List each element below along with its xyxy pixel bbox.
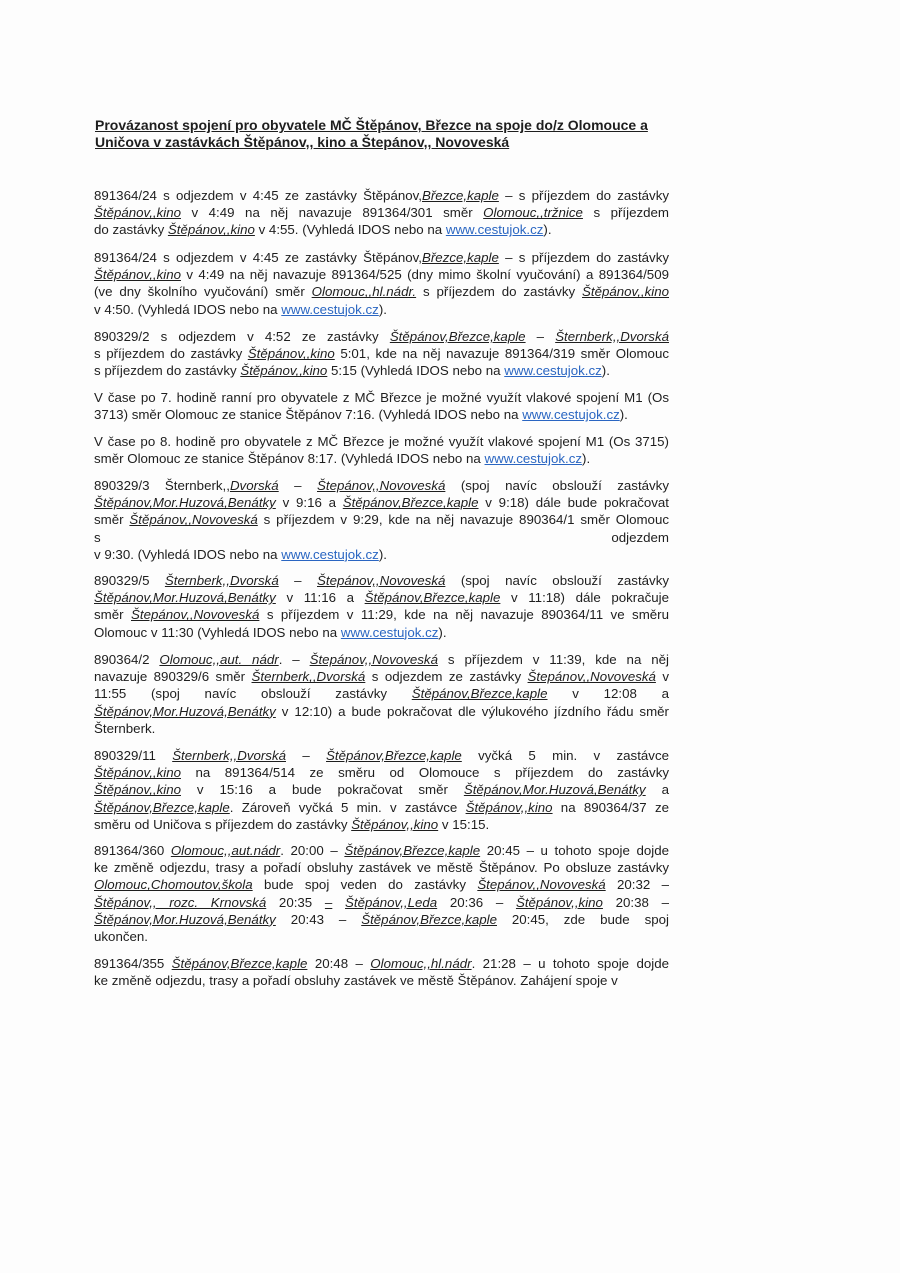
text-run: směr: [94, 512, 130, 528]
text-run: ke změně odjezdu, trasy a pořadí obsluhy zastávek ve městě Štěpánov. Zahájení spoje v: [94, 973, 618, 989]
text-line: [94, 685, 669, 702]
text-line: [94, 955, 669, 972]
stop-name: Štěpánov,,Novoveská: [129, 512, 258, 528]
text-run: 3713) směr Olomouc ze stanice Štěpánov 7:16. (Vyhledá IDOS nebo na: [94, 407, 523, 423]
text-run: v 11:18) dále pokračuje: [500, 590, 670, 606]
stop-name: Štěpánov,,kino: [515, 894, 603, 910]
stop-name: Štěpánov,,kino: [167, 222, 255, 238]
stop-name: Štepánov,,Novoveská: [317, 478, 446, 493]
text-line: [94, 450, 669, 467]
text-run: – s příjezdem do zastávky: [498, 188, 669, 203]
text-run: ).: [601, 363, 610, 379]
text-run: 20:35: [266, 894, 325, 910]
stop-name: Štepánov,,Novoveská: [477, 877, 606, 893]
text-run: 20:45 – u tohoto spoje dojde: [480, 843, 669, 858]
text-run: . 20:00 –: [280, 843, 345, 858]
text-run: bude spoj veden do zastávky: [252, 877, 478, 893]
paragraph: [94, 389, 669, 423]
stop-name: Olomouc,,aut. nádr: [159, 652, 279, 667]
text-run: v 11:16 a: [275, 590, 365, 606]
stop-name: Štěpánov,,Leda: [345, 894, 438, 910]
text-line: [94, 842, 669, 859]
stop-name: Štěpánov,Mor.Huzová,Benátky: [94, 703, 276, 719]
stop-name: Štěpánov,Březce,kaple: [342, 495, 479, 511]
text-run: 5:01, kde na něj navazuje 891364/319 směr Olomouc: [334, 346, 669, 362]
text-run: navazuje 890329/6 směr: [94, 669, 252, 685]
text-run: 11:55 (spoj navíc obslouží zastávky: [94, 686, 412, 702]
text-line: [94, 221, 669, 238]
stop-name: Olomouc,,hl.nádr: [370, 956, 472, 971]
text-run: 20:38 –: [602, 894, 669, 910]
text-line: [94, 283, 669, 300]
text-line: [94, 799, 669, 816]
text-run: –: [278, 478, 317, 493]
text-line: [94, 187, 669, 204]
text-run: na 890364/37 ze: [552, 799, 669, 815]
text-line: [94, 624, 669, 641]
cestujok-link[interactable]: www.cestujok.cz: [281, 546, 379, 562]
stop-name: Štěpánov,Březce,kaple: [94, 799, 230, 815]
stop-name: Štepánov,,Novoveská: [131, 607, 260, 623]
stop-name: Štěpánov,Březce,kaple: [389, 329, 526, 344]
text-run: směru od Uničova s příjezdem do zastávky: [94, 816, 352, 832]
stop-name: Štěpánov,, rozc. Krnovská: [94, 894, 267, 910]
text-run: s příjezdem v 9:29, kde na něj navazuje 890364/1 směr Olomouc: [257, 512, 669, 528]
stop-name: Březce,kaple: [422, 188, 499, 203]
stop-name: Štěpánov,Březce,kaple: [411, 686, 548, 702]
text-run: 891364/24 s odjezdem v 4:45 ze zastávky Štěpánov,: [94, 188, 422, 203]
text-line: [94, 972, 669, 989]
cestujok-link[interactable]: www.cestujok.cz: [522, 407, 620, 423]
text-line: [94, 703, 669, 720]
text-line: [94, 764, 669, 781]
text-run: v 4:50. (Vyhledá IDOS nebo na: [94, 301, 282, 317]
stop-name: Štěpánov,Mor.Huzová,Benátky: [94, 911, 276, 927]
text-run: v 9:30. (Vyhledá IDOS nebo na: [94, 546, 282, 562]
text-run: (spoj navíc obslouží zastávky: [445, 478, 669, 493]
text-run: –: [525, 329, 556, 344]
text-run: [332, 895, 345, 910]
stop-name: Štepánov,,Novoveská: [317, 573, 446, 588]
text-run: –: [286, 748, 327, 763]
text-line: [94, 328, 669, 345]
stop-name: Olomouc,,hl.nádr.: [311, 284, 417, 300]
text-run: ).: [378, 301, 387, 317]
text-run: ukončen.: [94, 929, 148, 945]
text-run: (spoj navíc obslouží zastávky: [445, 573, 669, 588]
text-run: 891364/360: [94, 843, 171, 858]
text-run: V čase po 8. hodině pro obyvatele z MČ Březce je možné využít vlakové spojení M1 (Os 3715): [94, 434, 669, 449]
text-line: [94, 301, 669, 318]
text-run: Šternberk.: [94, 720, 156, 736]
text-line: [94, 572, 669, 589]
cestujok-link[interactable]: www.cestujok.cz: [484, 451, 583, 467]
stop-name: Šternberk,,Dvorská: [172, 748, 286, 763]
text-run: v: [655, 669, 669, 685]
page-title: Provázanost spojení pro obyvatele MČ Štěpánov, Březce na spoje do/z Olomouce a Uničova v zastávkách Štěpánov,, kino a Štepánov,, Novoveská: [95, 117, 648, 150]
text-run: 20:43 –: [275, 911, 362, 927]
text-line: [94, 249, 669, 266]
cestujok-link[interactable]: www.cestujok.cz: [281, 301, 379, 317]
text-line: [94, 389, 669, 406]
text-run: v 4:49 na něj navazuje 891364/301 směr: [180, 205, 484, 221]
text-run: s příjezdem v 11:39, kde na něj: [437, 652, 669, 667]
text-run: 20:36 –: [437, 894, 516, 910]
text-run: 891364/24 s odjezdem v 4:45 ze zastávky Štěpánov,: [94, 250, 422, 265]
text-line: [94, 433, 669, 450]
text-run: v 15:15.: [438, 816, 490, 832]
text-line: [94, 511, 669, 528]
text-run: s odjezdem: [94, 529, 669, 545]
stop-name: Šternberk,,Dvorská: [251, 669, 366, 685]
text-run: 890329/3 Šternberk,,: [94, 478, 230, 493]
stop-name: Štěpánov,Březce,kaple: [171, 956, 308, 971]
stop-name: Štěpánov,Mor.Huzová,Benátky: [94, 495, 276, 511]
paragraph: [94, 187, 669, 239]
text-line: [94, 651, 669, 668]
paragraph: [94, 747, 669, 833]
stop-name: Štěpánov,,kino: [351, 816, 439, 832]
text-run: ).: [543, 222, 552, 238]
text-line: [94, 345, 669, 362]
text-run: s příjezdem: [582, 205, 669, 221]
paragraph: [94, 955, 669, 989]
text-run: 891364/355: [94, 956, 172, 971]
text-run: 20:45, zde bude spoj: [496, 911, 669, 927]
stop-name: Štěpánov,,kino: [582, 284, 669, 300]
paragraph: [94, 842, 669, 945]
text-run: 20:32 –: [605, 877, 669, 893]
paragraph: [94, 572, 669, 641]
text-run: s příjezdem v 11:29, kde na něj navazuje 890364/11 ve směru: [259, 607, 669, 623]
text-run: ).: [438, 624, 447, 640]
stop-name: Štěpánov,Březce,kaple: [361, 911, 497, 927]
text-line: [94, 494, 669, 511]
text-run: s příjezdem do zastávky: [94, 346, 248, 362]
text-line: [94, 816, 669, 833]
stop-name: Štěpánov,,kino: [94, 765, 181, 781]
text-line: [94, 668, 669, 685]
stop-name: Březce,kaple: [422, 250, 499, 265]
cestujok-link[interactable]: www.cestujok.cz: [504, 363, 602, 379]
text-run: . Zároveň vyčká 5 min. v zastávce: [229, 799, 466, 815]
text-run: –: [278, 573, 317, 588]
text-run: v 12:10) a bude pokračovat dle výlukového jízdního řádu směr: [275, 703, 669, 719]
paragraph: [94, 651, 669, 737]
text-run: v 15:16 a bude pokračovat směr: [180, 782, 464, 798]
text-run: v 9:16 a: [275, 495, 343, 511]
stop-name: Štěpánov,,kino: [240, 363, 328, 379]
stop-name: –: [324, 894, 333, 910]
text-run: ).: [582, 451, 591, 467]
text-run: . 21:28 – u tohoto spoje dojde: [471, 956, 669, 971]
text-line: [94, 529, 669, 546]
text-line: [94, 894, 669, 911]
stop-name: Štěpánov,Březce,kaple: [326, 748, 462, 763]
text-line: [94, 720, 669, 737]
text-run: (ve dny školního vyučování) směr: [94, 284, 312, 300]
text-line: [94, 747, 669, 764]
text-line: [94, 266, 669, 283]
stop-name: Štěpánov,Mor.Huzová,Benátky: [463, 782, 646, 798]
text-line: [94, 781, 669, 798]
text-run: s příjezdem do zastávky: [94, 363, 241, 379]
paragraph: [94, 249, 669, 318]
stop-name: Štěpánov,,kino: [94, 267, 181, 283]
text-line: [94, 911, 669, 928]
stop-name: Štěpánov,Březce,kaple: [344, 843, 481, 858]
text-run: 890329/5: [94, 573, 165, 588]
text-run: 5:15 (Vyhledá IDOS nebo na: [327, 363, 505, 379]
text-run: ).: [619, 407, 628, 423]
text-line: [94, 477, 669, 494]
text-run: na 891364/514 ze směru od Olomouce s příjezdem do zastávky: [180, 765, 669, 781]
stop-name: Šternberk,,Dvorská: [555, 329, 669, 344]
text-run: . –: [278, 652, 310, 667]
stop-name: Štěpánov,,kino: [94, 782, 181, 798]
text-line: [94, 876, 669, 893]
stop-name: Dvorská: [229, 478, 279, 493]
stop-name: Šternberk,,Dvorská: [164, 573, 279, 588]
text-run: 20:48 –: [307, 956, 371, 971]
text-run: – s příjezdem do zastávky: [498, 250, 669, 265]
cestujok-link[interactable]: www.cestujok.cz: [445, 222, 544, 238]
paragraph: [94, 433, 669, 467]
stop-name: Štěpánov,,kino: [94, 205, 181, 221]
text-run: ).: [378, 546, 387, 562]
stop-name: Olomouc,Chomoutov,škola: [94, 877, 253, 893]
stop-name: Štěpánov,Mor.Huzová,Benátky: [94, 590, 276, 606]
text-line: [94, 859, 669, 876]
text-run: a: [645, 782, 669, 798]
stop-name: Štěpánov,Březce,kaple: [364, 590, 501, 606]
text-line: [94, 406, 669, 423]
stop-name: Štepánov,,Novoveská: [527, 669, 656, 685]
text-run: ke změně odjezdu, trasy a pořadí obsluhy zastávek ve městě Štěpánov. Po obsluze zastávky: [94, 860, 669, 876]
text-run: V čase po 7. hodině ranní pro obyvatele z MČ Březce je možné využít vlakové spojení M1 (Os: [94, 390, 669, 405]
stop-name: Olomouc,,tržnice: [483, 205, 583, 221]
text-run: 890364/2: [94, 652, 160, 667]
text-run: do zastávky: [94, 222, 168, 238]
stop-name: Štepánov,,Novoveská: [309, 652, 438, 667]
text-line: [94, 589, 669, 606]
text-line: [94, 362, 669, 379]
text-run: 890329/2 s odjezdem v 4:52 ze zastávky: [94, 329, 390, 344]
paragraph: [94, 328, 669, 380]
text-run: 890329/11: [94, 748, 173, 763]
text-run: s odjezdem ze zastávky: [365, 669, 528, 685]
text-run: v 9:18) dále bude pokračovat: [478, 495, 669, 511]
stop-name: Olomouc,,aut.nádr: [170, 843, 281, 858]
text-line: [94, 928, 669, 945]
text-line: [94, 546, 669, 563]
text-run: směr Olomouc ze stanice Štěpánov 8:17. (Vyhledá IDOS nebo na: [94, 451, 485, 467]
paragraph: [94, 477, 669, 563]
text-line: [94, 204, 669, 221]
text-line: [94, 606, 669, 623]
text-run: s příjezdem do zastávky: [416, 284, 583, 300]
stop-name: Štěpánov,,kino: [247, 346, 335, 362]
cestujok-link[interactable]: www.cestujok.cz: [340, 624, 439, 640]
text-run: vyčká 5 min. v zastávce: [461, 748, 669, 763]
text-run: v 12:08 a: [547, 686, 669, 702]
text-run: směr: [94, 607, 131, 623]
text-run: v 4:55. (Vyhledá IDOS nebo na: [254, 222, 446, 238]
text-run: Olomouc v 11:30 (Vyhledá IDOS nebo na: [94, 624, 341, 640]
text-run: v 4:49 na něj navazuje 891364/525 (dny mimo školní vyučování) a 891364/509: [180, 267, 669, 283]
stop-name: Štěpánov,,kino: [465, 799, 553, 815]
